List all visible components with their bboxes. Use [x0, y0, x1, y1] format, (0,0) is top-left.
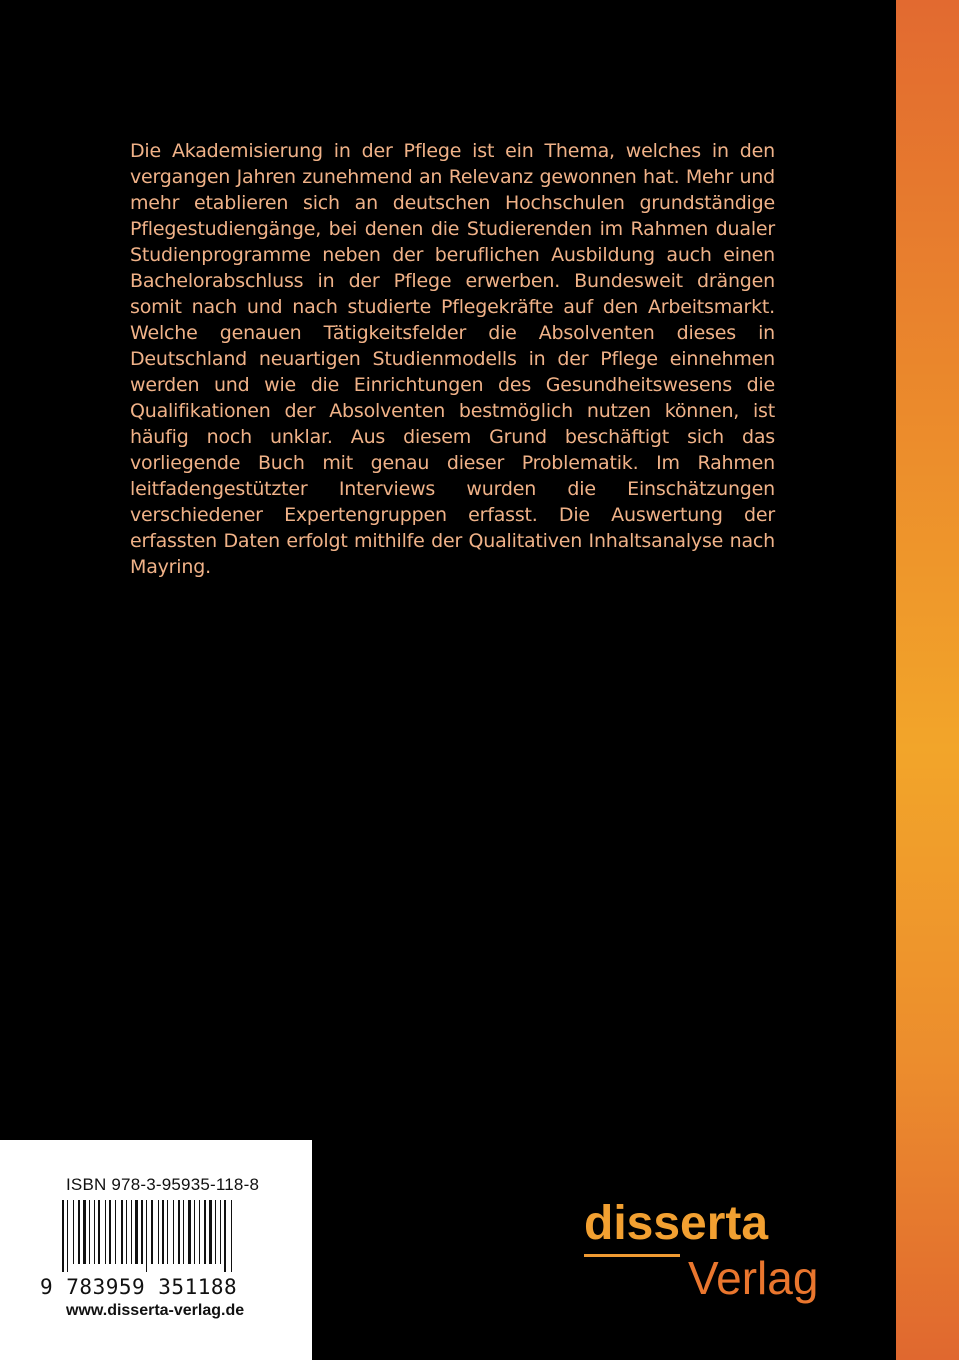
isbn-label: ISBN 978-3-95935-118-8	[66, 1175, 260, 1194]
logo-underline	[584, 1254, 680, 1257]
barcode-bar	[146, 1200, 147, 1272]
barcode-bar	[224, 1200, 226, 1272]
barcode-bar	[199, 1200, 200, 1264]
logo-word-disserta: disserta	[584, 1197, 769, 1250]
barcode-bar	[62, 1200, 64, 1272]
publisher-logo	[584, 1197, 819, 1304]
barcode-digits: 9 783959 351188	[40, 1275, 238, 1299]
barcode-bar	[89, 1200, 90, 1264]
barcode-bar	[209, 1200, 212, 1264]
barcode-bar	[231, 1200, 232, 1272]
barcode-bar	[183, 1200, 184, 1264]
barcode-bar	[126, 1200, 127, 1264]
barcode-bar	[204, 1200, 206, 1264]
barcode-bar	[162, 1200, 164, 1264]
barcode-bar	[215, 1200, 216, 1264]
barcode-bar	[78, 1200, 80, 1264]
barcode-bar	[121, 1200, 123, 1264]
barcode-bar	[188, 1200, 191, 1264]
barcode-bars	[40, 1200, 252, 1272]
barcode-bar	[220, 1200, 221, 1264]
barcode-bar	[115, 1200, 116, 1264]
barcode-bar	[98, 1200, 100, 1264]
barcode-bar	[178, 1200, 180, 1264]
barcode-bar	[167, 1200, 168, 1264]
barcode-bar	[73, 1200, 74, 1264]
barcode-bar	[158, 1200, 159, 1264]
barcode-bar	[135, 1200, 138, 1264]
barcode-bar	[151, 1200, 153, 1264]
barcode-bar	[83, 1200, 86, 1264]
back-cover-blurb: Die Akademisierung in der Pflege ist ein Thema, welches in den vergangen Jahren zunehmend an Relevanz gewonnen hat. Mehr und mehr etablieren sich an deutschen Hochschulen grundständige Pflegestudiengänge, bei denen die Studierenden im Rahmen dualer Studienprogramme neben der beruflichen Ausbildung auch einen Bachelorabschluss in der Pflege erwerben. Bundesweit drängen somit nach und nach studierte Pflegekräfte auf den Arbeitsmarkt. Welche genauen Tätigkeitsfelder die Absolventen dieses in Deutschland neuartigen Studienmodells in der Pflege einnehmen werden und wie die Einrichtungen des Gesundheitswesens die Qualifikationen der Absolventen bestmöglich nutzen können, ist häufig noch unklar. Aus diesem Grund beschäftigt sich das vorliegende Buch mit genau dieser Problematik. Im Rahmen leitfadengestützter Interviews wurden die Einschätzungen verschiedener Expertengruppen erfasst. Die Auswertung der erfassten Daten erfolgt mithilfe der Qualitativen Inhaltsanalyse nach Mayring.	[130, 140, 775, 578]
barcode-bar	[109, 1200, 111, 1264]
barcode-bar	[194, 1200, 195, 1264]
barcode-bar	[131, 1200, 132, 1264]
barcode-bar	[173, 1200, 174, 1264]
barcode-bar	[105, 1200, 106, 1264]
barcode-panel	[0, 1140, 312, 1360]
publisher-url: www.disserta-verlag.de	[66, 1302, 245, 1319]
barcode-bar	[94, 1200, 95, 1264]
logo-word-verlag: Verlag	[688, 1252, 819, 1304]
barcode-bar	[141, 1200, 143, 1264]
orange-side-stripe	[896, 0, 959, 1360]
barcode-bar	[67, 1200, 68, 1272]
